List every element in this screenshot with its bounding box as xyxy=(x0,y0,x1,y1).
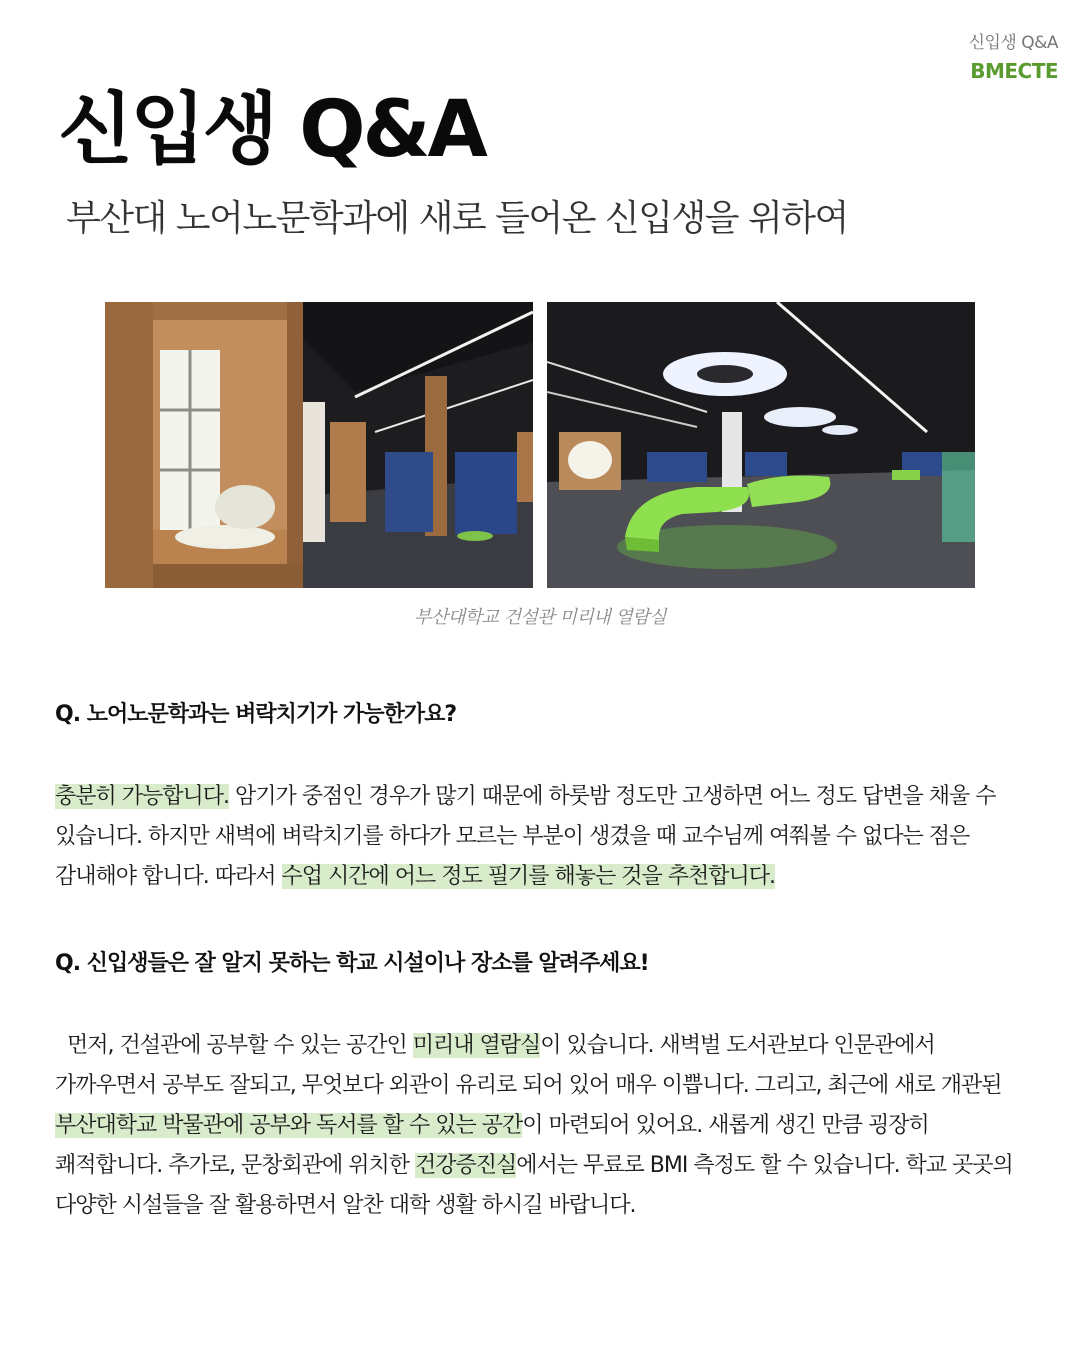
answer-2-text-2: 이 있습니다. 새벽벌 도서관보다 인문관에서 가까우면서 공부도 잘되고, 무엇보다 외관이 유리로 되어 있어 매우 이쁩니다. 그리고, 최근에 새로 개관된 xyxy=(55,1033,1002,1098)
page-title: 신입생 Q&A xyxy=(58,85,485,175)
reading-room-photo-left xyxy=(105,302,533,588)
answer-2-highlight-3: 건강증진실 xyxy=(415,1153,517,1178)
reading-room-illustration-left xyxy=(105,302,533,588)
brand-label: BMECTE xyxy=(970,59,1058,83)
answer-1-text-1: 암기가 중점인 경우가 많기 때문에 하룻밤 정도만 고생하면 어느 정도 답변을 채울 수 있습니다. 하지만 새벽에 벼락치기를 하다가 모르는 부분이 생겼을 때 교수님께 여쭤볼 수 없다는 점은 감내해야 합니다. 따라서 xyxy=(55,784,996,889)
photo-row xyxy=(105,302,976,588)
answer-2-text-4: 에서는 무료로 BMI 측정도 할 수 있습니다. 학교 곳곳의 다양한 시설들을 잘 활용하면서 알찬 대학 생활 하시길 바랍니다. xyxy=(55,1153,1013,1218)
answer-2-highlight-2: 부산대학교 박물관에 공부와 독서를 할 수 있는 공간 xyxy=(55,1113,523,1138)
answer-1-highlight-1: 충분히 가능합니다. xyxy=(55,784,230,809)
answer-2-highlight-1: 미리내 열람실 xyxy=(412,1033,541,1058)
series-label: 신입생 Q&A xyxy=(968,33,1058,53)
question-1: Q. 노어노문학과는 벼락치기가 가능한가요? xyxy=(55,702,457,727)
answer-2 xyxy=(55,1026,1025,1226)
answer-2-text-3: 이 마련되어 있어요. 새롭게 생긴 만큼 굉장히 쾌적합니다. 추가로, 문창회관에 위치한 xyxy=(55,1113,929,1178)
reading-room-photo-right xyxy=(547,302,975,588)
question-2: Q. 신입생들은 잘 알지 못하는 학교 시설이나 장소를 알려주세요! xyxy=(55,951,649,976)
page-subtitle: 부산대 노어노문학과에 새로 들어온 신입생을 위하여 xyxy=(66,198,848,239)
qa-section xyxy=(55,698,1025,1226)
photo-caption: 부산대학교 건설관 미리내 열람실 xyxy=(413,607,667,628)
header-meta xyxy=(969,28,1058,83)
answer-1 xyxy=(55,777,1025,897)
answer-1-highlight-2: 수업 시간에 어느 정도 필기를 해놓는 것을 추천합니다. xyxy=(281,864,775,889)
reading-room-illustration-right xyxy=(547,302,975,588)
answer-2-text-1: 먼저, 건설관에 공부할 수 있는 공간인 xyxy=(55,1033,413,1058)
